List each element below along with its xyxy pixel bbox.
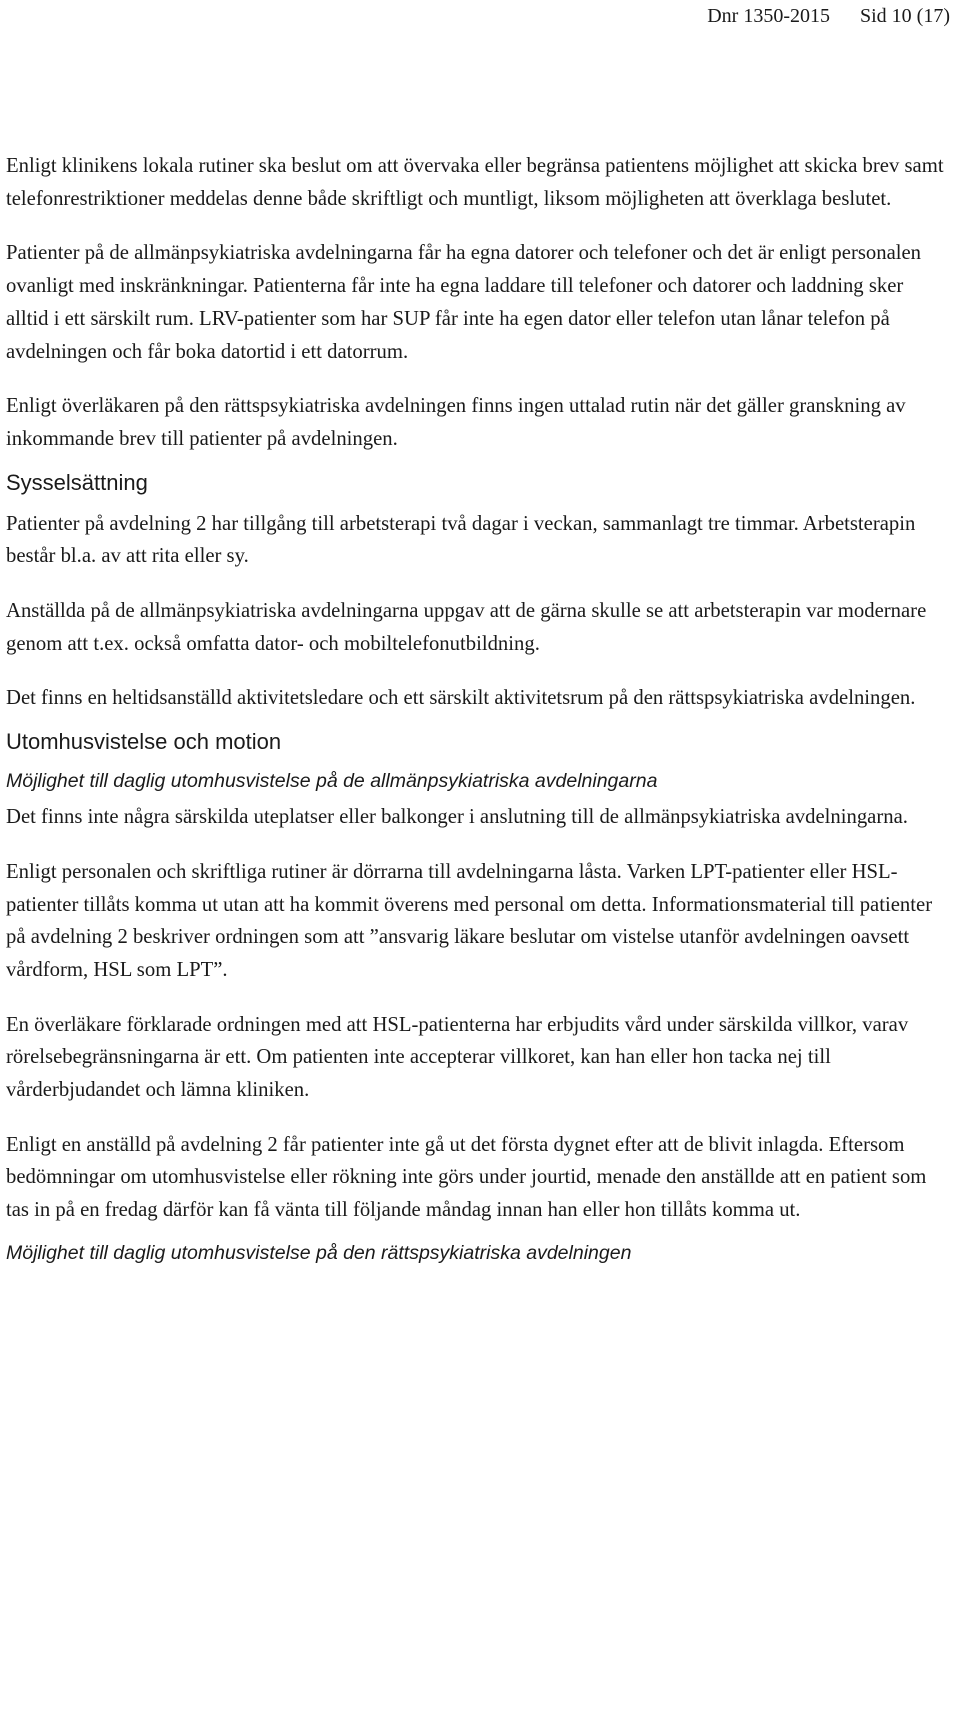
section-heading-utomhusvistelse: Utomhusvistelse och motion: [6, 729, 282, 755]
section-heading-sysselsattning: Sysselsättning: [6, 469, 148, 495]
page-number: Sid 10 (17): [860, 5, 950, 27]
paragraph-brev-beslut: Enligt klinikens lokala rutiner ska beslut om att övervaka eller begränsa patientens möjlighet att skicka brev samt telefonrestriktioner meddelas denne både skriftligt och muntligt, liksom möjligheten att överklaga beslutet.: [6, 155, 944, 210]
paragraph-lasta-dorrar: Enligt personalen och skriftliga rutiner är dörrarna till avdelningarna låsta. Varken LPT-patienter eller HSL-patienter tillåts komma ut utan att ha kommit överens med personal om detta. Informationsmaterial till patienter på avdelning 2 beskriver ordningen som att ”ansvarig läkare beslutar om vistelse utanför avdelningen oavsett vårdform, HSL som LPT”.: [6, 860, 933, 981]
paragraph-brevgranskning: Enligt överläkaren på den rättspsykiatriska avdelningen finns ingen uttalad rutin när det gäller granskning av inkommande brev till patienter på avdelningen.: [6, 395, 906, 450]
paragraph-uteplatser: Det finns inte några särskilda uteplatser eller balkonger i anslutning till de allmänpsykiatriska avdelningarna.: [6, 806, 908, 829]
paragraph-overlakare: En överläkare förklarade ordningen med att HSL-patienterna har erbjudits vård under särskilda villkor, varav rörelsebegränsningarna är ett. Om patienten inte accepterar villkoret, kan han eller hon tacka nej till vårderbjudandet och lämna kliniken.: [6, 1013, 909, 1102]
paragraph-arbetsterapi: Patienter på avdelning 2 har tillgång till arbetsterapi två dagar i veckan, sammanlagt tre timmar. Arbetsterapin består bl.a. av att rita eller sy.: [6, 512, 916, 568]
document-body: [6, 150, 950, 1273]
page-header: [707, 4, 950, 28]
paragraph-forsta-dygnet: Enligt en anställd på avdelning 2 får patienter inte gå ut det första dygnet efter att de blivit inlagda. Eftersom bedömningar om utomhusvistelse eller rökning inte görs under jourtid, menade den anställde att en patient som tas in på en fredag därför kan få vänta till följande måndag innan han eller hon tillåts komma ut.: [6, 1133, 927, 1222]
subheading-rattspsykiatri: Möjlighet till daglig utomhusvistelse på den rättspsykiatriska avdelningen: [6, 1241, 632, 1264]
subheading-allmanpsykiatri: Möjlighet till daglig utomhusvistelse på de allmänpsykiatriska avdelningarna: [6, 770, 658, 793]
document-number: Dnr 1350-2015: [707, 5, 830, 27]
paragraph-datorer-telefoner: Patienter på de allmänpsykiatriska avdelningarna får ha egna datorer och telefoner och det är enligt personalen ovanligt med inskränkningar. Patienterna får inte ha egna laddare till telefoner och datorer och laddning sker alltid i ett särskilt rum. LRV-patienter som har SUP får inte ha egen dator eller telefon utan lånar telefon på avdelningen och får boka datortid i ett datorrum.: [6, 242, 922, 363]
paragraph-modernare-arbetsterapi: Anställda på de allmänpsykiatriska avdelningarna uppgav att de gärna skulle se att arbetsterapin var modernare genom att t.ex. också omfatta dator- och mobiltelefonutbildning.: [6, 600, 927, 655]
paragraph-aktivitetsledare: Det finns en heltidsanställd aktivitetsledare och ett särskilt aktivitetsrum på den rättspsykiatriska avdelningen.: [6, 687, 916, 710]
